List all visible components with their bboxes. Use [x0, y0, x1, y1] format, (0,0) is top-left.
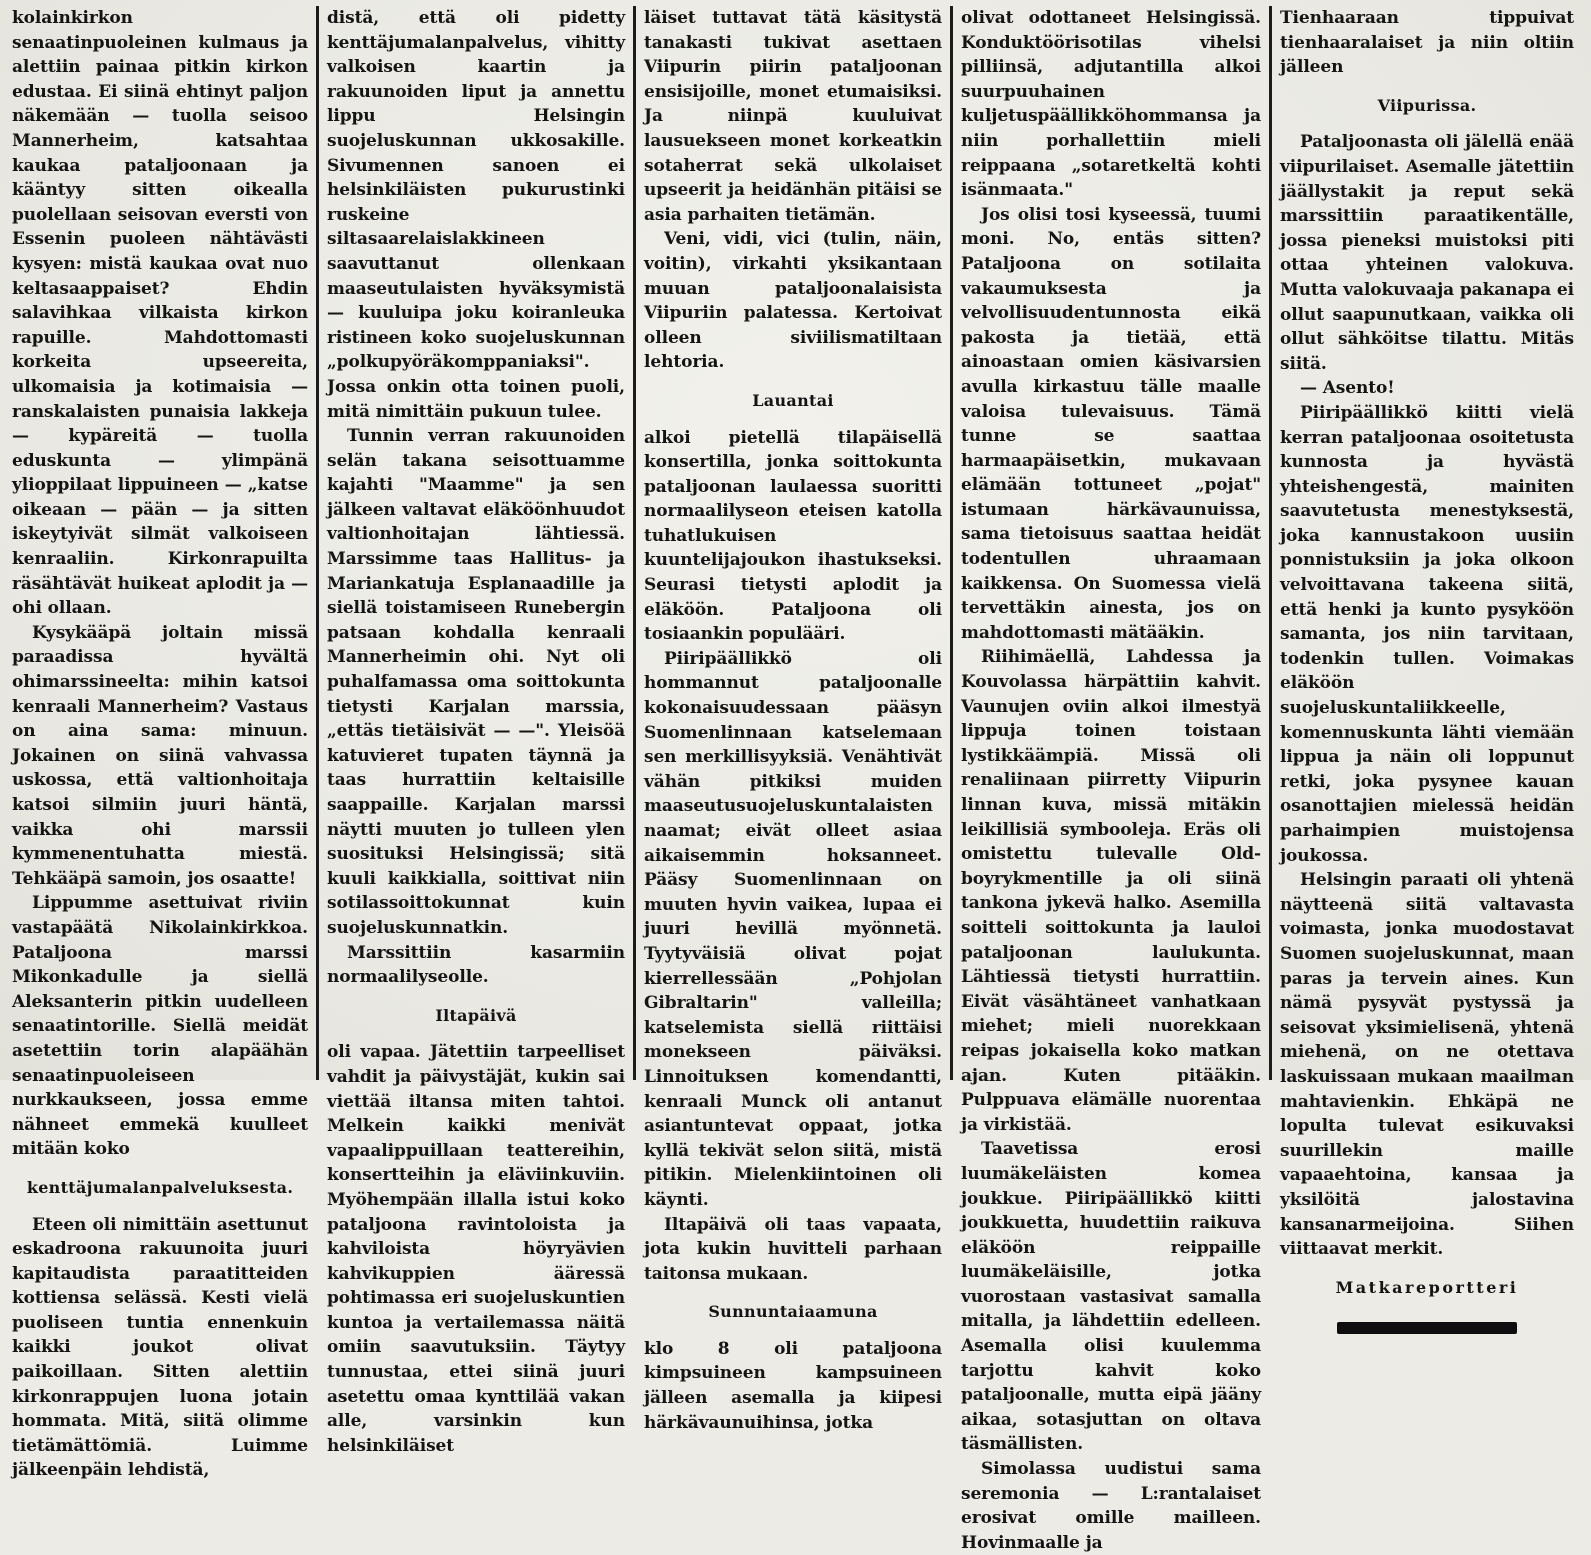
paragraph: Piiripäällikkö kiitti vielä kerran pataljoonaa osoitetusta kunnosta ja hyvästä yhteishengestä, mainiten saavutetusta menestyksestä, joka kannustakoon uusiin ponnistuksiin ja joka olkoon velvoittavana takeena siitä, että henki ja kunto pysyköön samanta, jos niin tarvitaan, todenkin tullen. Voimakas eläköön suojeluskuntaliikkeelle, komennuskunta lähti viemään lippua ja näin oli loppunut retki, joka pysynee kauan osanottajien mielessä heidän parhaimpien muistojensa joukossa.	[1280, 402, 1574, 866]
paragraph-continued: kolainkirkon senaatinpuoleinen kulmaus ja alettiin painaa pitkin kirkon edustaa. Ei siinä ehtinyt paljon näkemään — tuolla seisoo Mannerheim, katsahtaa kaukaa pataljoonaan ja kääntyy sitten oikealla puolellaan seisovan eversti von Essenin puoleen nähtävästi kysyen: mistä kaukaa ovat nuo keltasaappaiset? Ehdin salavihkaa vilkaista kirkon rapuille. Mahdottomasti korkeita upseereita, ulkomaisia ja kotimaisia — ranskalaisten punaisia lakkeja — kypäreitä — tuolla eduskunta — ylimpänä ylioppilaat lippuineen — „katse oikeaan — pään — ja sitten iskeytyivät silmät valkoiseen kenraaliin. Kirkonrapuilta räsähtävät huikeat aplodit ja — ohi ollaan.	[12, 8, 308, 619]
paragraph: Helsingin paraati oli yhtenä näytteenä siitä valtavasta voimasta, jonka muodostavat Suomen suojeluskunnat, maan paras ja tervein aines. Kun nämä pysyvät pystyssä ja seisovat yksimielisenä, yhtenä miehenä, on ne otettava laskuissaan mukaan maailman mahtavienkin. Ehkäpä ne lopulta tulevat esikuvaksi suurillekin maille vapaaehtoina, kansaa ja yksilöitä jalostavina kansanarmeijoina. Siihen viittaavat merkit.	[1280, 870, 1574, 1260]
paragraph-continued: oli vapaa. Jätettiin tarpeelliset vahdit ja päivystäjät, kukin sai viettää iltansa miten tahtoi. Melkein kaikki menivät vapaalippuillaan teattereihin, konsertteihin ja eläviinkuviin. Myöhempään illalla istui koko pataljoona ravintoloista ja kahviloista höyryävien kahvikuppien ääressä pohtimassa eri suojeluskuntien kuntoa ja vertailemassa näitä omiin saavutuksiin. Täytyy tunnustaa, ettei siinä juuri asetettu omaa kynttilää vakan alle, varsinkin kun helsinkiläiset	[327, 1042, 625, 1456]
column-1	[4, 6, 316, 1481]
paragraph: Jos olisi tosi kyseessä, tuumi moni. No, entäs sitten? Pataljoona on sotilaita vakaumuksesta ja velvollisuudentunnosta eikä pakosta ja tietää, että ainoastaan omien käsivarsien avulla kirkastuu tälle maalle valoisa tulevaisuus. Tämä tunne se saattaa harmaapäisetkin, mukavaan elämään tottuneet „pojat" istumaan härkävaunuissa, sama tietoisuus saattaa heidät todentullen uhraamaan kaikkensa. On Suomessa vielä tervettäkin ainesta, jos on mahdottomasti mätääkin.	[961, 204, 1261, 643]
column-4	[953, 6, 1269, 1553]
paragraph: Riihimäellä, Lahdessa ja Kouvolassa härpättiin kahvit. Vaunujen oviin alkoi ilmestyä lippuja toinen toistaan lystikkäämpiä. Missä oli renaliinaan piirretty Viipurin linnan kuva, missä mitäkin leikillisiä symbooleja. Eräs oli omistettu tulevalle Old-boyrykmentille ja oli siinä tankona jykevä halko. Asemilla soitteli soittokunta ja lauloi pataljoonan laulukunta. Lähtiessä tietysti hurrattiin. Eivät väsähtäneet vanhatkaan miehet; mieli nuorekkaan reipas jokaisella koko matkan ajan. Kuten pitääkin. Pulppuava elämälle nuorentaa ja virkistää.	[961, 647, 1261, 1135]
paragraph-continued: läiset tuttavat tätä käsitystä tanakasti tukivat asettaen Viipurin piirin pataljoonan ensisijoille, monet etumaisiksi. Ja niinpä kuuluivat lausuekseen monet korkeatkin sotaherrat sekä ulkolaiset upseerit ja heidänhän pitäisi se asia parhaiten tietämän.	[644, 8, 942, 225]
column-5	[1272, 6, 1582, 1297]
paragraph: Pataljoonasta oli jälellä enää viipurilaiset. Asemalle jätettiin jäällystakit ja reput sekä marssittiin paraatikentälle, jossa pieneksi muistoksi piti ottaa yhteinen valokuva. Mutta valokuvaaja pakanapa ei ollut saapunutkaan, vaikka oli ollut sähköitse tilattu. Mitäs siitä.	[1280, 132, 1574, 374]
section-heading: Lauantai	[752, 390, 834, 410]
paragraph: Lippumme asettuivat riviin vastapäätä Nikolainkirkkoa. Pataljoona marssi Mikonkadulle ja siellä Aleksanterin pitkin uudelleen senaatintorille. Siellä meidät asetettiin torin alapäähän senaatinpuoleiseen nurkkaukseen, jossa emme nähneet emmekä kuulleet mitään koko	[12, 893, 308, 1160]
paragraph: Marssittiin kasarmiin normaalilyseolle.	[327, 942, 625, 988]
column-2	[319, 6, 633, 1456]
paragraph-continued: alkoi pietellä tilapäisellä konsertilla, jonka soittokunta pataljoonan laulaessa suoritti normaalilyseon eteisen katolla tuhatlukuisen kuuntelijajoukon ihastukseksi. Seurasi tietysti aplodit ja eläköön. Pataljoona oli tosiaankin populääri.	[644, 427, 942, 645]
paragraph-continued: distä, että oli pidetty kenttäjumalanpalvelus, vihitty valkoisen kaartin ja rakuunoiden liput ja annettu lippu Helsingin suojeluskunnan ukkosakille. Sivumennen sanoen ei helsinkiläisten pukurustinki ruskeine siltasaarelaislakkineen saavuttanut ollenkaan maaseutulaisten hyväksymistä — kuuluipa joku koiranleuka ristineen koko suojeluskunnan „polkupyöräkomppaniaksi". Jossa onkin otta toinen puoli, mitä nimittäin pukuun tulee.	[327, 8, 625, 422]
paragraph: Iltapäivä oli taas vapaata, jota kukin huvitteli parhaan taitonsa mukaan.	[644, 1214, 942, 1284]
paragraph: Tunnin verran rakuunoiden selän takana seisottuamme kajahti "Maamme" ja sen jälkeen valtavat eläköönhuudot valtionhoitajan lähtiessä. Marssimme taas Hallitus- ja Mariankatuja Esplanaadille ja siellä toistamiseen Runebergin patsaan kohdalla kenraali Mannerheimin ohi. Nyt oli puhalfamassa oma soittokunta tietysti Karjalan marssia, „ettäs tietäisivät — —". Yleisöä katuvieret tupaten täynnä ja taas hurrattiin keltaisille saappaille. Karjalan marssi näytti muuten jo tulleen ylen suosituksi Helsingissä; sitä kuuli kaikkialla, soittivat niin sotilassoittokunnat kuin suojeluskunnatkin.	[327, 426, 625, 938]
paragraph: Piiripäällikkö oli hommannut pataljoonalle kokonaisuudessaan pääsyn Suomenlinnaan katselemaan sen merkillisyyksiä. Venähtivät vähän pitkiksi muiden maaseutusuojeluskuntalaisten naamat; eivät olleet asiaa aikaisemmin hoksanneet. Pääsy Suomenlinnaan on muuten hyvin vaikea, lupaa ei juuri hevillä myönnetä. Tyytyväisiä olivat pojat kierrellessään „Pohjolan Gibraltarin" valleilla; katselemista siellä riittäisi monekseen päiväksi. Linnoituksen komendantti, kenraali Munck oli antanut asiantuntevat oppaat, jotka kyllä tekivät selon siitä, mistä pitikin. Mielenkiintoinen oli käynti.	[644, 648, 942, 1210]
paragraph: Taavetissa erosi luumäkeläisten komea joukkue. Piiripäällikkö kiitti joukkuetta, huudettiin raikuva eläköön reippaille luumäkeläisille, jotka vuorostaan vastasivat samalla mitalla, ja lähdettiin edelleen. Asemalla olisi kuulemma tarjottu kahvit koko pataljoonalle, mutta eipä jääny aikaa, sotasjuttan on oltava täsmällisten.	[961, 1139, 1261, 1455]
paragraph-continued: Tienhaaraan tippuivat tienhaaralaiset ja niin oltiin jälleen	[1280, 8, 1574, 78]
paragraph-continued: klo 8 oli pataljoona kimpsuineen kampsuineen jälleen asemalla ja kiipesi härkävaunuihinsa, jotka	[644, 1338, 942, 1433]
section-heading: Viipurissa.	[1377, 95, 1477, 115]
paragraph: Kysykääpä joltain missä paraadissa hyvältä ohimarssineelta: mihin katsoi kenraali Mannerheim? Vastaus on aina sama: minuun. Jokainen on siinä vahvassa uskossa, että valtionhoitaja katsoi silmiin juuri häntä, vaikka ohi marssii kymmenentuhatta miestä. Tehkääpä samoin, jos osaatte!	[12, 622, 308, 889]
section-heading: Sunnuntaiaamuna	[708, 1302, 878, 1322]
author-signature: Matkareportteri	[1335, 1277, 1519, 1297]
paragraph: Simolassa uudistui sama seremonia — L:rantalaiset erosivat omille mailleen. Hovinmaalle ja	[961, 1459, 1261, 1553]
column-3	[636, 6, 950, 1433]
section-heading: Iltapäivä	[435, 1005, 517, 1025]
ink-bar-ornament	[1337, 1322, 1517, 1334]
paragraph: — Asento!	[1300, 378, 1395, 399]
section-heading: kenttäjumalanpalveluksesta.	[26, 1177, 294, 1197]
paragraph-continued: olivat odottaneet Helsingissä. Konduktöörisotilas vihelsi pilliinsä, adjutantilla alkoi suurpuuhainen kuljetuspäällikköhommansa ja niin porhallettiin mieli reippaana „sotaretkeltä kohti isänmaata."	[961, 8, 1261, 201]
paragraph: Veni, vidi, vici (tulin, näin, voitin), virkahti yksikantaan muuan pataljoonalaisista Viipuriin palatessa. Kertoivat olleen siviilismatiltaan lehtoria.	[644, 229, 942, 373]
paragraph: Eteen oli nimittäin asettunut eskadroona rakuunoita juuri kapitaudista paraatitteiden kottiensa selässä. Kesti vielä puoliseen tuntia ennenkuin kaikki joukot olivat paikoillaan. Sitten alettiin kirkonrappujen luona jotain hommata. Mitä, siitä olimme tietämättömiä. Luimme jälkeenpäin lehdistä,	[12, 1214, 308, 1481]
